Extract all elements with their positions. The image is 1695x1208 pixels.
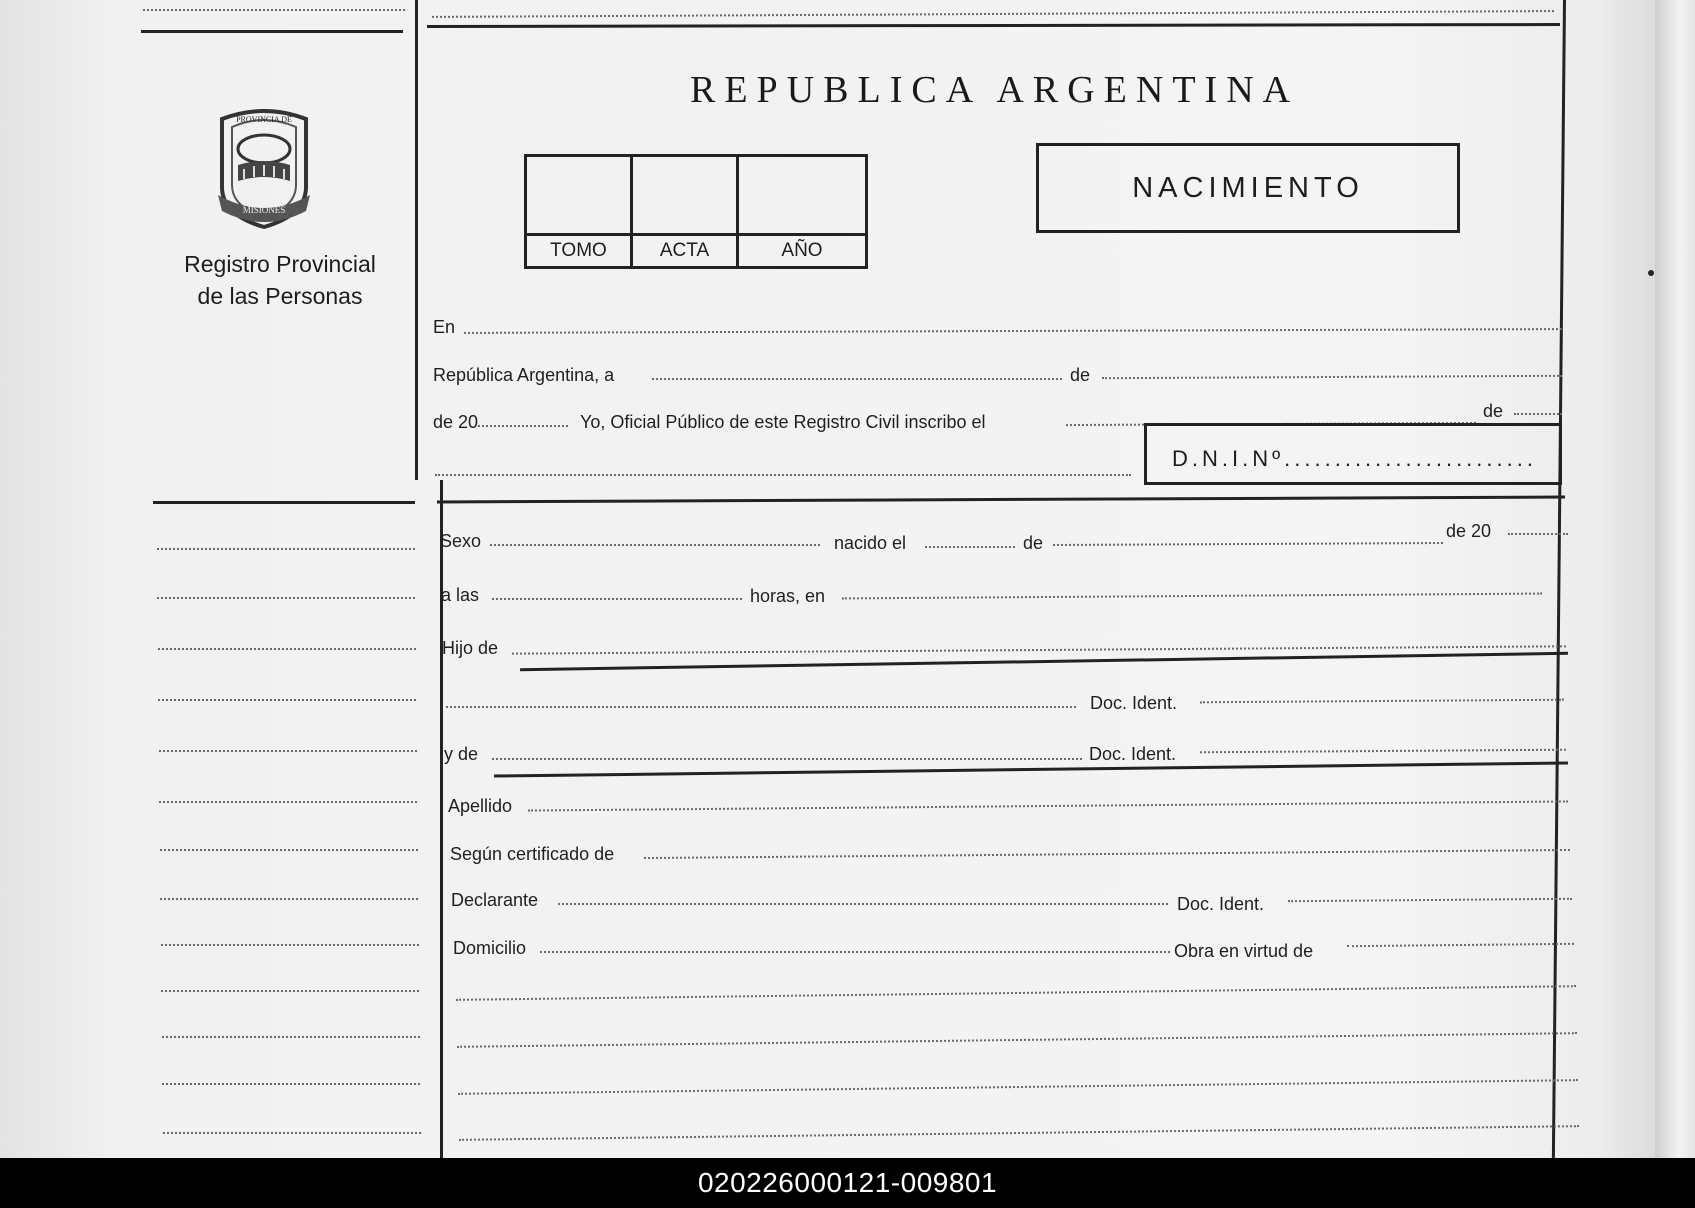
registry-org-name (150, 248, 410, 312)
inscribe-de-field[interactable] (1514, 413, 1562, 415)
nacido-anio-field[interactable] (1508, 533, 1568, 535)
org-name-line1: Registro Provincial (184, 251, 376, 277)
madre-doc-field[interactable] (1200, 749, 1566, 754)
declarante-field[interactable] (558, 903, 1168, 905)
apellido-label: Apellido (448, 796, 513, 816)
sidebar-note-line (158, 648, 416, 650)
seal-bottom-text: MISIONES (242, 205, 286, 215)
nacido-el-label: nacido el (834, 533, 907, 553)
obra-field[interactable] (1347, 943, 1574, 947)
anio-field[interactable] (478, 425, 568, 427)
seal-top-text: PROVINCIA DE (236, 115, 292, 124)
sidebar-note-line (162, 1036, 420, 1038)
remarks-line[interactable] (458, 1079, 1578, 1095)
apellido-field[interactable] (528, 800, 1568, 811)
lugar-field[interactable] (842, 593, 1542, 600)
obra-en-virtud-label: Obra en virtud de (1174, 941, 1314, 961)
binder-mark (1648, 270, 1654, 276)
header-top-rule (427, 23, 1560, 28)
name-continuation-field[interactable] (435, 474, 1131, 476)
column-divider-upper (415, 0, 418, 480)
certificado-field[interactable] (644, 849, 1570, 859)
org-name-line2: de las Personas (197, 283, 363, 309)
barcode-text: 020226000121-009801 (697, 1167, 998, 1198)
dia-field[interactable] (652, 378, 1062, 380)
inscribe-de-label: de (1483, 401, 1504, 421)
madre-rule (494, 761, 1568, 777)
tomo-label: TOMO (527, 233, 633, 266)
en-field[interactable] (464, 328, 1562, 334)
tomo-value-cell[interactable] (527, 157, 633, 233)
padre-field[interactable] (512, 645, 1566, 654)
sidebar-note-line (157, 597, 415, 599)
declarante-label: Declarante (451, 890, 539, 910)
sexo-label: Sexo (440, 531, 482, 551)
sidebar-note-line (160, 849, 418, 851)
sidebar-note-line (163, 1132, 421, 1134)
sidebar-top-rule (141, 30, 403, 33)
remarks-line[interactable] (459, 1125, 1579, 1141)
form-section-rule (437, 496, 1565, 504)
padre-rule (520, 652, 1568, 671)
sexo-field[interactable] (490, 544, 820, 546)
nacido-mes-field[interactable] (1053, 542, 1443, 546)
sidebar-note-line (162, 1083, 420, 1085)
hora-field[interactable] (492, 598, 742, 600)
sidebar-note-line (159, 750, 417, 752)
republica-label: República Argentina, a (433, 365, 615, 385)
column-divider-lower (440, 480, 443, 1158)
acta-label: ACTA (633, 233, 739, 266)
mes-field[interactable] (1102, 375, 1562, 379)
acta-value-cell[interactable] (633, 157, 739, 233)
sidebar-note-line (159, 801, 417, 803)
remarks-line[interactable] (456, 985, 1576, 1001)
padre-doc-field[interactable] (1200, 699, 1564, 704)
a-las-label: a las (441, 585, 480, 605)
sidebar-note-line (161, 944, 419, 946)
page-edge-shadow (1655, 0, 1695, 1158)
barcode-footer (0, 1158, 1695, 1208)
nacido-de-label: de (1023, 533, 1044, 553)
page-title: REPUBLICA ARGENTINA (690, 69, 1300, 111)
ano-label: AÑO (739, 233, 865, 266)
doc-ident-label-3: Doc. Ident. (1177, 894, 1265, 914)
declarante-doc-field[interactable] (1288, 898, 1572, 902)
domicilio-label: Domicilio (453, 938, 527, 958)
oficial-label: Yo, Oficial Público de este Registro Civil inscribo el (580, 412, 986, 432)
madre-field[interactable] (492, 758, 1082, 760)
tomo-acta-ano-table (524, 154, 868, 269)
sidebar-note-line (158, 699, 416, 701)
anio-prefix-label: de 20 (433, 412, 479, 432)
doc-ident-label-2: Doc. Ident. (1089, 744, 1177, 764)
domicilio-field[interactable] (540, 951, 1170, 953)
sidebar-middle-rule (153, 501, 415, 504)
page-right-border (1552, 0, 1566, 1158)
dni-label: D.N.I.Nº (1172, 446, 1285, 471)
padre-extra-field[interactable] (446, 706, 1076, 708)
nacido-dia-field[interactable] (925, 546, 1015, 548)
doc-ident-label-1: Doc. Ident. (1090, 693, 1178, 713)
dni-box[interactable] (1144, 423, 1562, 485)
en-label: En (433, 317, 456, 337)
sidebar-note-line (160, 898, 418, 900)
dni-dots: ......................... (1284, 446, 1537, 471)
sidebar-note-line (161, 990, 419, 992)
mes-de-label: de (1070, 365, 1091, 385)
y-de-label: y de (444, 744, 479, 764)
top-dotted-line-left (143, 9, 405, 11)
remarks-line[interactable] (457, 1032, 1577, 1048)
top-dotted-line-right (432, 10, 1554, 18)
certificado-label: Según certificado de (450, 844, 615, 864)
province-seal-icon (208, 103, 320, 231)
hijo-de-label: Hijo de (442, 638, 499, 658)
record-type-box: NACIMIENTO (1036, 143, 1460, 233)
horas-en-label: horas, en (750, 586, 826, 606)
nacido-anio-label: de 20 (1446, 521, 1492, 541)
sidebar-note-line (157, 548, 415, 550)
